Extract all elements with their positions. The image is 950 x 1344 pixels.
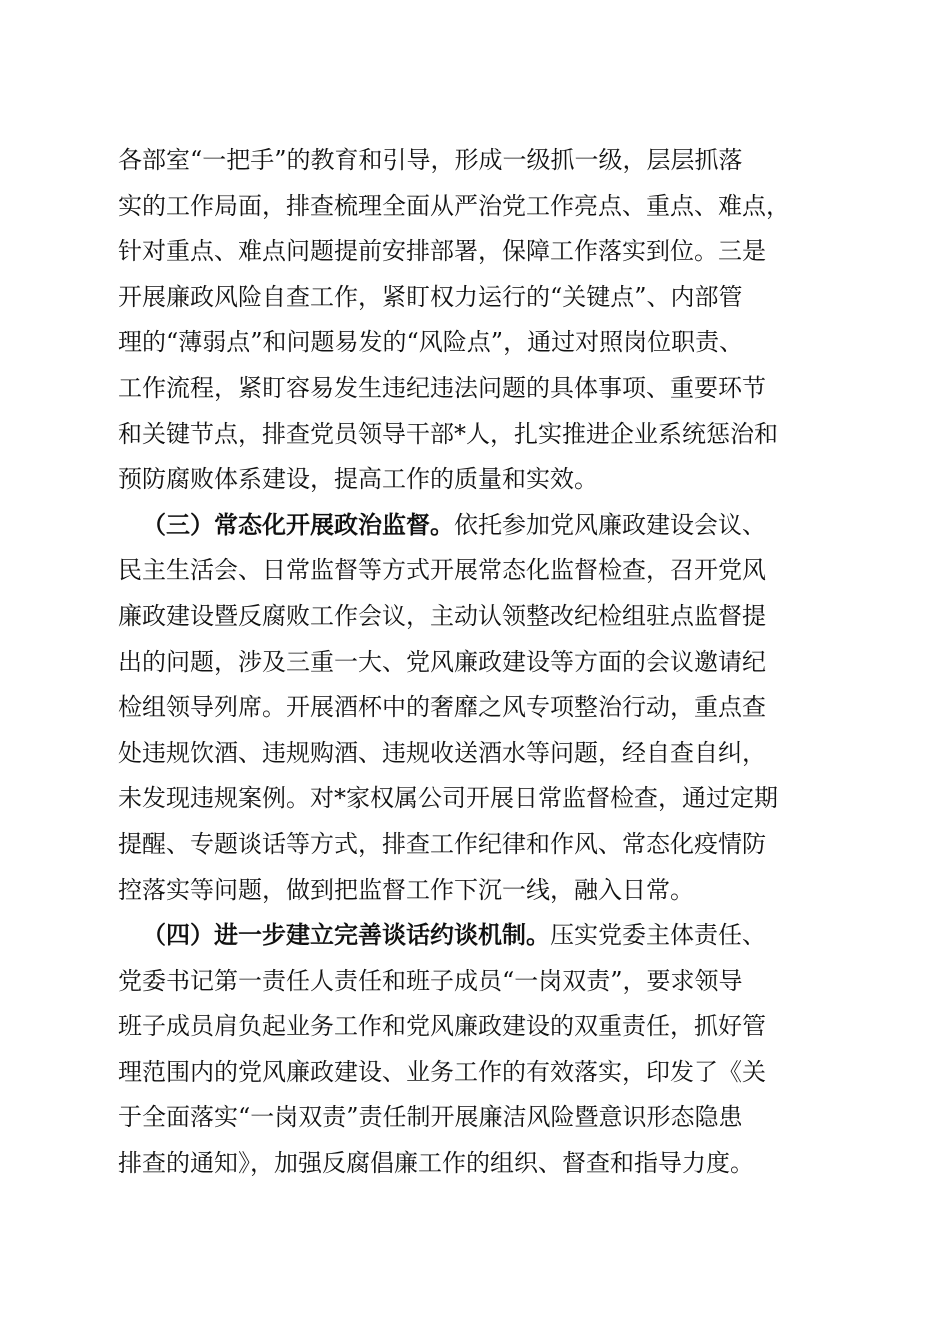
text-line: 班子成员肩负起业务工作和党风廉政建设的双重责任，抓好管 xyxy=(118,1012,766,1041)
section-text: 压实党委主体责任、 xyxy=(550,921,766,950)
text-line: 处违规饮酒、违规购酒、违规收送酒水等问题，经自查自纠， xyxy=(118,738,766,767)
text-line: 各部室“一把手”的教育和引导，形成一级抓一级，层层抓落 xyxy=(118,146,743,174)
text-line: 和关键节点，排查党员领导干部*人，扎实推进企业系统惩治和 xyxy=(118,419,778,448)
text-line: 工作流程，紧盯容易发生违纪违法问题的具体事项、重要环节 xyxy=(118,373,766,402)
text-line: 排查的通知》，加强反腐倡廉工作的组织、督查和指导力度。 xyxy=(118,1149,754,1178)
text-line: 预防腐败体系建设，提高工作的质量和实效。 xyxy=(118,465,598,494)
text-line: 理范围内的党风廉政建设、业务工作的有效落实，印发了《关 xyxy=(118,1057,766,1086)
section-heading-line xyxy=(118,913,838,959)
text-line: 检组领导列席。开展酒杯中的奢靡之风专项整治行动，重点查 xyxy=(118,693,766,722)
text-line: 党委书记第一责任人责任和班子成员“一岗双责”，要求领导 xyxy=(118,966,743,995)
section-heading-line xyxy=(118,503,838,549)
section-heading: （三）常态化开展政治监督。 xyxy=(142,510,454,539)
section-text: 依托参加党风廉政建设会议、 xyxy=(454,510,766,539)
text-line: 民主生活会、日常监督等方式开展常态化监督检查，召开党风 xyxy=(118,556,766,585)
text-line: 廉政建设暨反腐败工作会议，主动认领整改纪检组驻点监督提 xyxy=(118,601,766,630)
text-line: 实的工作局面，排查梳理全面从严治党工作亮点、重点、难点， xyxy=(118,191,790,220)
text-line: 于全面落实“一岗双责”责任制开展廉洁风险暨意识形态隐患 xyxy=(118,1103,743,1132)
section-heading: （四）进一步建立完善谈话约谈机制。 xyxy=(142,921,550,950)
text-line: 提醒、专题谈话等方式，排查工作纪律和作风、常态化疫情防 xyxy=(118,829,766,858)
text-line: 未发现违规案例。对*家权属公司开展日常监督检查，通过定期 xyxy=(118,784,778,813)
text-line: 出的问题，涉及三重一大、党风廉政建设等方面的会议邀请纪 xyxy=(118,647,766,676)
document-body xyxy=(118,138,838,1187)
text-line: 控落实等问题，做到把监督工作下沉一线，融入日常。 xyxy=(118,875,694,904)
text-line: 理的“薄弱点”和问题易发的“风险点”，通过对照岗位职责、 xyxy=(118,328,744,357)
text-line: 开展廉政风险自查工作，紧盯权力运行的“关键点”、内部管 xyxy=(118,282,743,311)
text-line: 针对重点、难点问题提前安排部署，保障工作落实到位。三是 xyxy=(118,237,766,266)
